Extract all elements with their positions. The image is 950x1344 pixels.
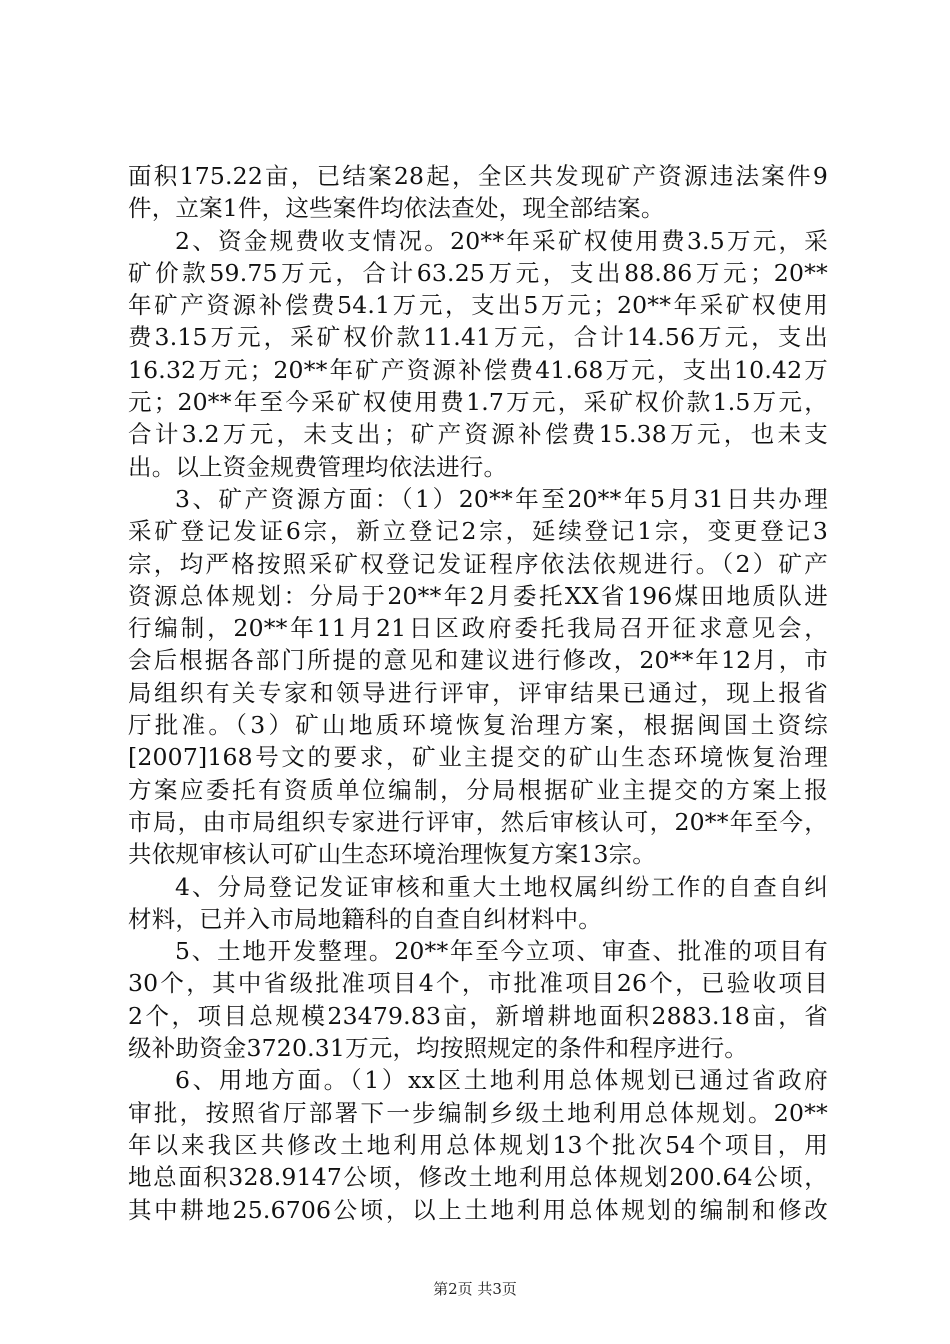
text-line: 年矿产资源补偿费54.1万元，支出5万元；20**年采矿权使用 (128, 291, 828, 320)
text-line: 16.32万元；20**年矿产资源补偿费41.68万元，支出10.42万 (128, 355, 828, 384)
text-line: 6、用地方面。（1）xx区土地利用总体规划已通过省政府 (175, 1066, 828, 1095)
text-line: [2007]168号文的要求，矿业主提交的矿山生态环境恢复治理 (128, 743, 828, 772)
text-line: 采矿登记发证6宗，新立登记2宗，延续登记1宗，变更登记3 (128, 517, 828, 546)
text-line: 资源总体规划：分局于20**年2月委托XX省196煤田地质队进 (128, 581, 828, 610)
text-line: 面积175.22亩，已结案28起，全区共发现矿产资源违法案件9 (128, 162, 828, 190)
page-footer: 第2页 共3页 (433, 1280, 517, 1298)
text-line: 件，立案1件，这些案件均依法查处，现全部结案。 (128, 194, 665, 223)
text-line: 材料，已并入市局地籍科的自查自纠材料中。 (128, 904, 602, 933)
text-line: 会后根据各部门所提的意见和建议进行修改，20**年12月，市 (128, 646, 828, 675)
text-line: 出。以上资金规费管理均依法进行。 (128, 452, 508, 481)
text-line: 矿价款59.75万元，合计63.25万元，支出88.86万元；20** (128, 258, 828, 287)
text-line: 2、资金规费收支情况。20**年采矿权使用费3.5万元，采 (175, 226, 828, 255)
text-line: 厅批准。（3）矿山地质环境恢复治理方案，根据闽国土资综 (128, 711, 828, 740)
text-line: 地总面积328.9147公顷，修改土地利用总体规划200.64公顷， (128, 1163, 828, 1192)
text-line: 市局，由市局组织专家进行评审，然后审核认可，20**年至今， (128, 807, 828, 836)
text-line: 级补助资金3720.31万元，均按照规定的条件和程序进行。 (128, 1034, 748, 1063)
text-line: 元；20**年至今采矿权使用费1.7万元，采矿权价款1.5万元， (128, 388, 828, 417)
text-line: 3、矿产资源方面：（1）20**年至20**年5月31日共办理 (175, 484, 828, 513)
text-line: 方案应委托有资质单位编制，分局根据矿业主提交的方案上报 (128, 775, 828, 804)
text-line: 合计3.2万元，未支出；矿产资源补偿费15.38万元，也未支 (128, 420, 828, 449)
text-line: 局组织有关专家和领导进行评审，评审结果已通过，现上报省 (128, 678, 828, 707)
document-body (128, 160, 828, 1226)
text-line: 审批，按照省厅部署下一步编制乡级土地利用总体规划。20** (128, 1098, 828, 1127)
text-line: 行编制，20**年11月21日区政府委托我局召开征求意见会， (128, 614, 828, 643)
text-line: 费3.15万元，采矿权价款11.41万元，合计14.56万元，支出 (128, 323, 828, 352)
text-line: 4、分局登记发证审核和重大土地权属纠纷工作的自查自纠 (175, 872, 828, 901)
text-line: 2个，项目总规模23479.83亩，新增耕地面积2883.18亩，省 (128, 1001, 828, 1030)
text-line: 其中耕地25.6706公顷，以上土地利用总体规划的编制和修改 (128, 1195, 828, 1224)
text-line: 年以来我区共修改土地利用总体规划13个批次54个项目，用 (128, 1130, 828, 1159)
text-line: 宗，均严格按照采矿权登记发证程序依法依规进行。（2）矿产 (128, 549, 828, 578)
text-line: 5、土地开发整理。20**年至今立项、审查、批准的项目有 (175, 937, 828, 966)
text-line: 30个，其中省级批准项目4个，市批准项目26个，已验收项目 (128, 969, 828, 998)
text-line: 共依规审核认可矿山生态环境治理恢复方案13宗。 (128, 840, 657, 869)
